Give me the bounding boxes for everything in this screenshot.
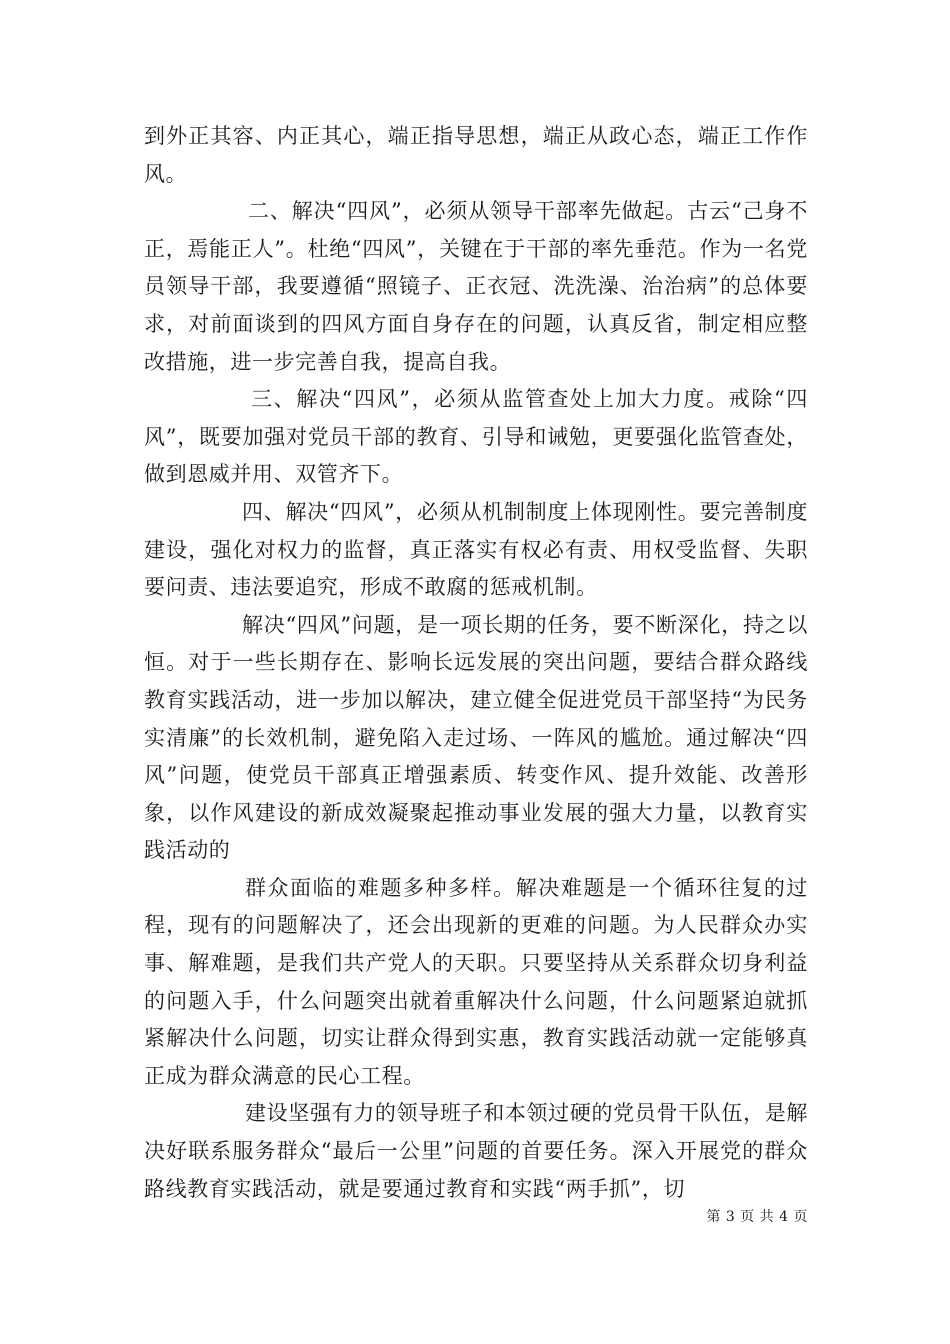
page-number-footer: 第 3 页 共 4 页 [706,1209,808,1225]
document-body [144,118,808,1208]
paragraph: 四、解决“四风”，必须从机制制度上体现刚性。要完善制度建设，强化对权力的监督，真正落实有权必有责、用权受监督、失职要问责、违法要追究，形成不敢腐的惩戒机制。 [144,499,808,600]
paragraph: 群众面临的难题多种多样。解决难题是一个循环往复的过程，现有的问题解决了，还会出现新的更难的问题。为人民群众办实事、解难题，是我们共产党人的天职。只要坚持从关系群众切身利益的问题入手，什么问题突出就着重解决什么问题，什么问题紧迫就抓紧解决什么问题，切实让群众得到实惠，教育实践活动就一定能够真正成为群众满意的民心工程。 [144,875,808,1088]
paragraph: 建设坚强有力的领导班子和本领过硬的党员骨干队伍，是解决好联系服务群众“最后一公里”问题的首要任务。深入开展党的群众路线教育实践活动，就是要通过教育和实践“两手抓”，切 [144,1101,808,1201]
paragraph: 到外正其容、内正其心，端正指导思想，端正从政心态，端正工作作风。 [144,124,808,186]
paragraph: 解决“四风”问题，是一项长期的任务，要不断深化，持之以恒。对于一些长期存在、影响长远发展的突出问题，要结合群众路线教育实践活动，进一步加以解决，建立健全促进党员干部坚持“为民务实清廉”的长效机制，避免陷入走过场、一阵风的尴尬。通过解决“四风”问题，使党员干部真正增强素质、转变作风、提升效能、改善形象，以作风建设的新成效凝聚起推动事业发展的强大力量，以教育实践活动的 [144,612,808,863]
paragraph: 三、解决“四风”，必须从监管查处上加大力度。戒除“四风”，既要加强对党员干部的教育、引导和诫勉，更要强化监管查处，做到恩威并用、双管齐下。 [144,387,808,487]
paragraph: 二、解决“四风”，必须从领导干部率先做起。古云“己身不正，焉能正人”。杜绝“四风”，关键在于干部的率先垂范。作为一名党员领导干部，我要遵循“照镜子、正衣冠、洗洗澡、治治病”的总体要求，对前面谈到的四风方面自身存在的问题，认真反省，制定相应整改措施，进一步完善自我，提高自我。 [144,199,808,374]
